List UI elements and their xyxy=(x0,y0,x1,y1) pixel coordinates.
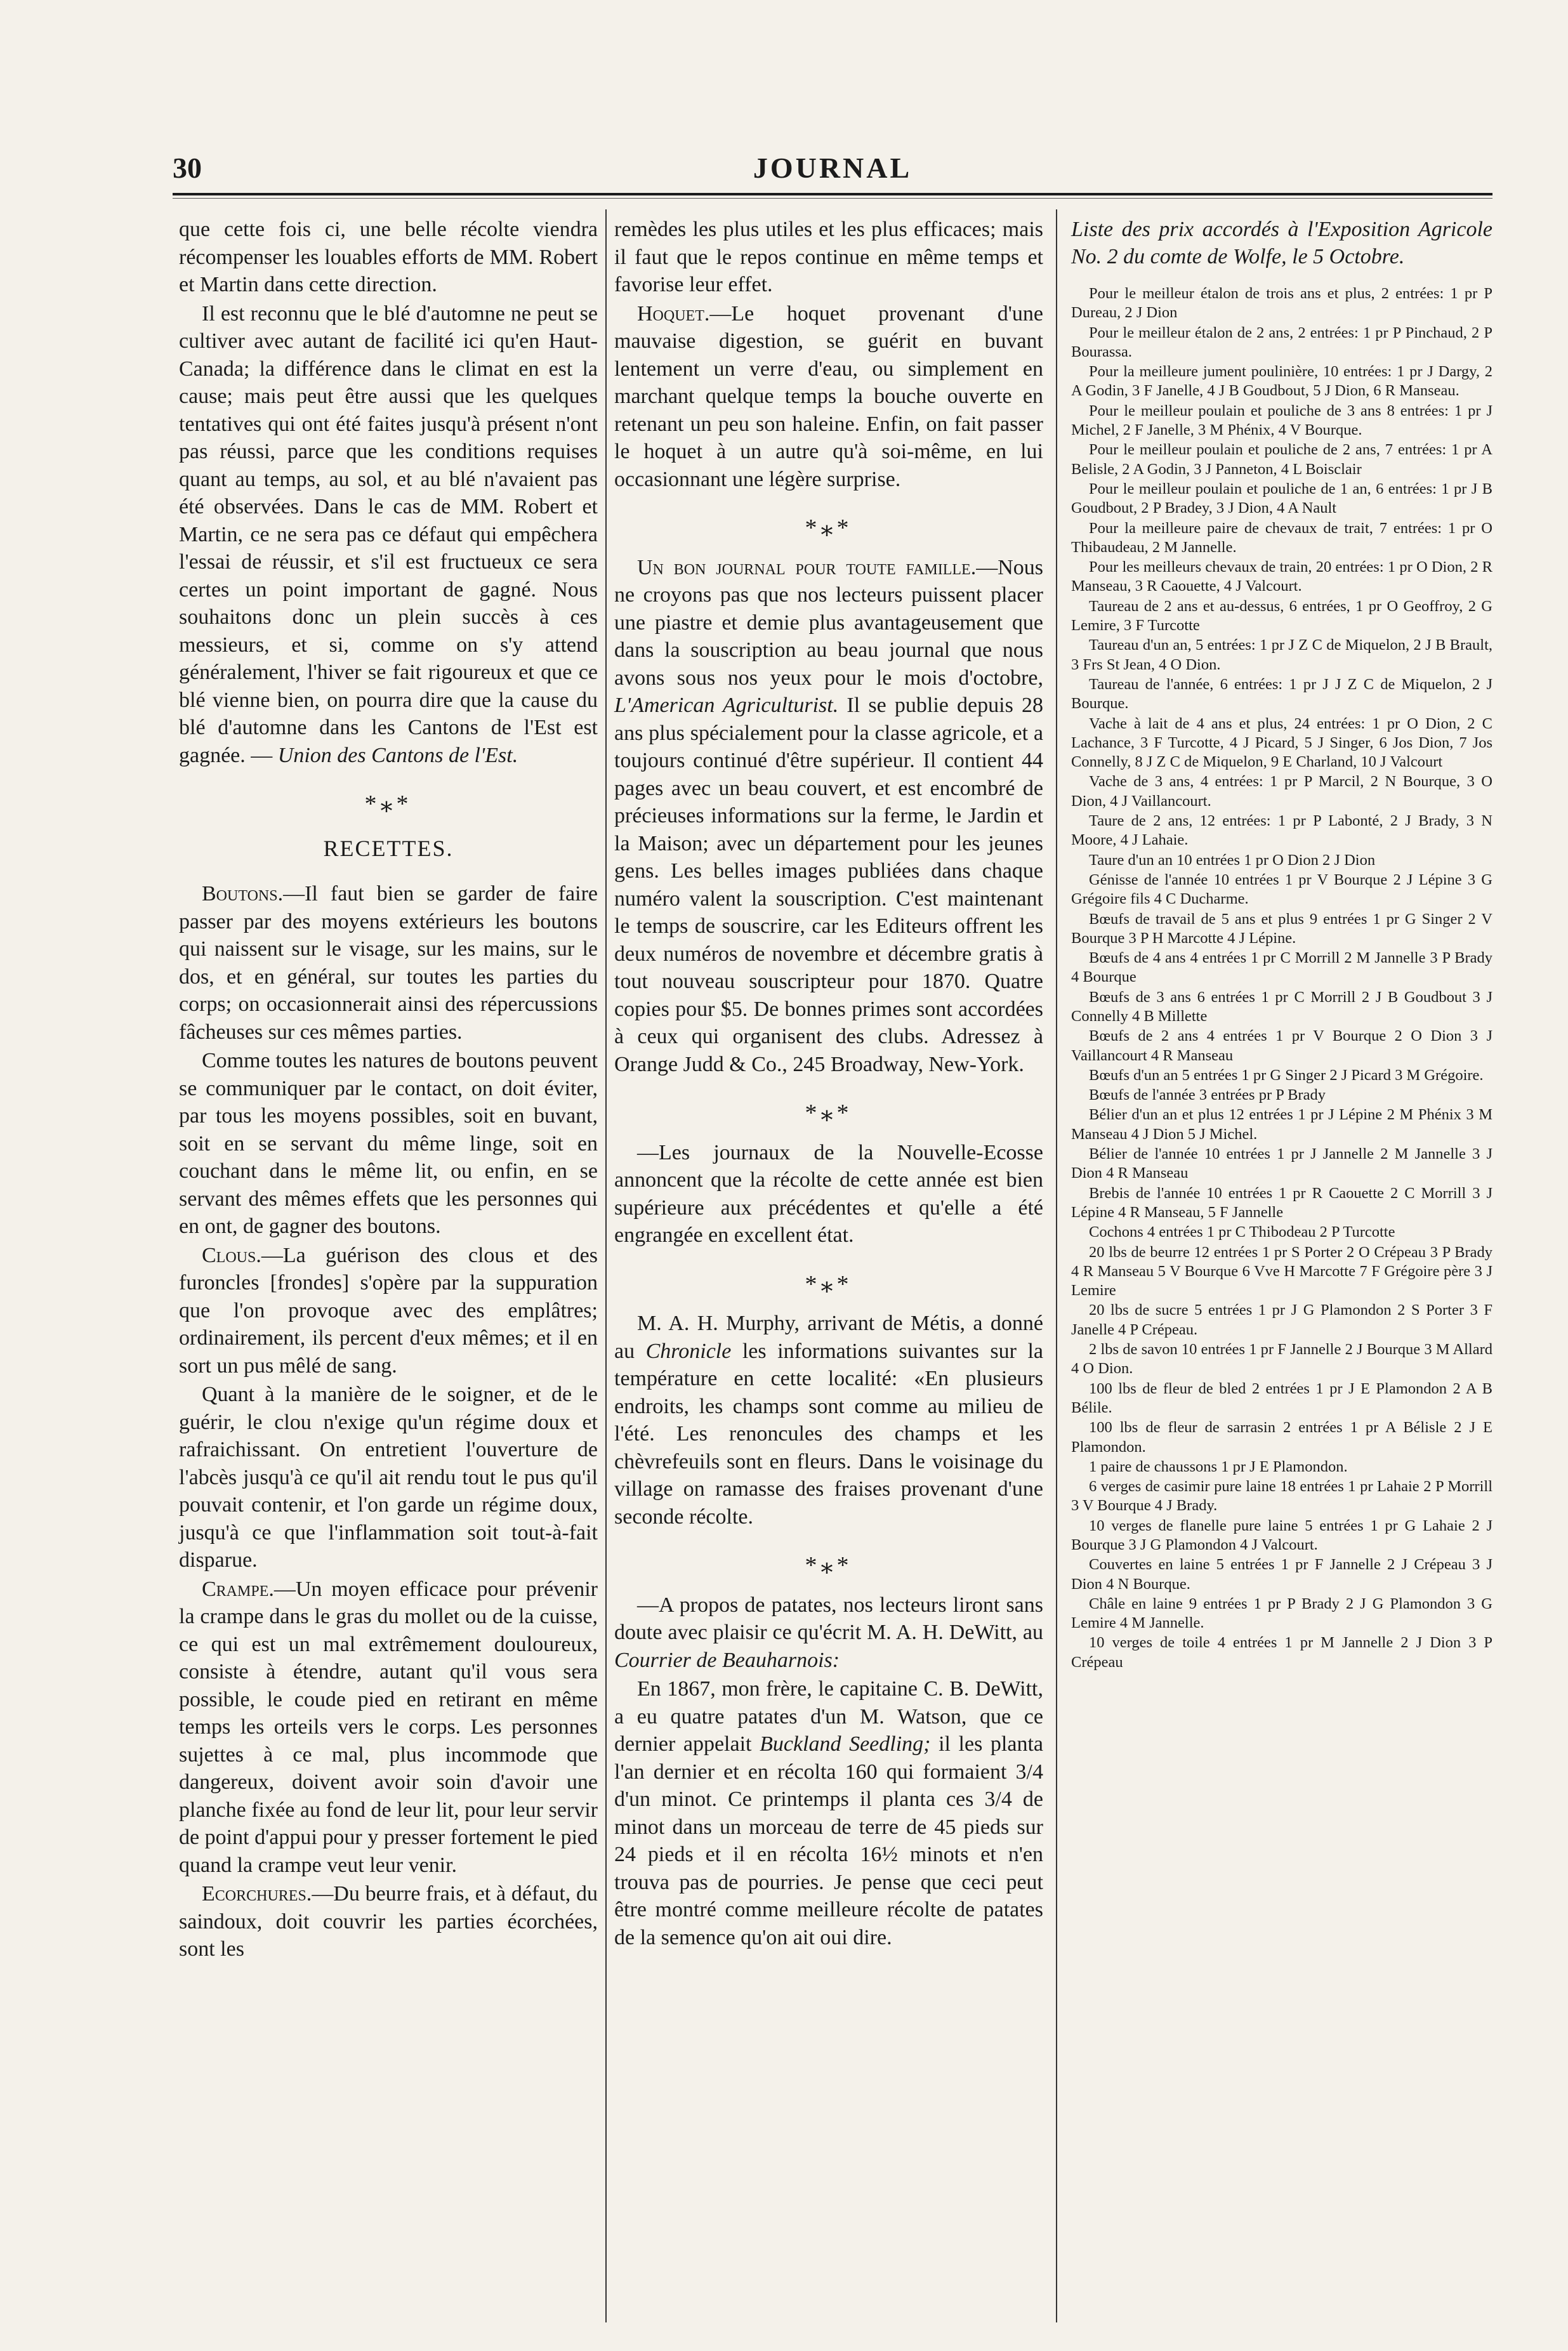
prize-entry: 100 lbs de fleur de sarrasin 2 entrées 1 pr A Bélisle 2 J E Plamondon. xyxy=(1071,1419,1492,1456)
recipe-text: —Le hoquet provenant d'une mauvaise digestion, se guérit en buvant lentement un verre d'eau, ou simplement en marchant quelque temps la bouche ouverte en retenant un peu son haleine. Enfin, on fait passer le hoquet à un autre qu'à soi-même, en lui occasionnant une légère surprise. xyxy=(614,301,1043,491)
paragraph: remèdes les plus utiles et les plus efficaces; mais il faut que le repos continue en même temps et favorise leur effet. xyxy=(614,218,1043,296)
section-title: RECETTES. xyxy=(323,835,454,861)
prize-entry: 100 lbs de fleur de bled 2 entrées 1 pr J E Plamondon 2 A B Bélile. xyxy=(1071,1380,1492,1416)
recipe-text: —Un moyen efficace pour prévenir la crampe dans le gras du mollet ou de la cuisse, ce qui est un mal extrêmement douloureux, consiste à étendre, autant qu'il vous sera possible, le coude pied en retirant en même temps les orteils vers le corps. Les personnes sujettes à ce mal, plus incommode que dangereux, doivent avoir soin d'avoir une planche fixée au fond de leur lit, pour leur servir de point d'appui pour y presser fortement le pied quand la crampe veut leur venir. xyxy=(179,1577,598,1877)
paragraph xyxy=(179,300,598,770)
recipe-heading: Ecorchures. xyxy=(202,1882,312,1906)
prize-entry: 6 verges de casimir pure laine 18 entrées 1 pr Lahaie 2 P Morrill 3 V Bourque 4 J Brady. xyxy=(1071,1478,1492,1515)
page-header xyxy=(173,151,1492,189)
recipe-boutons xyxy=(179,880,598,1046)
separator-stars: *⁎* xyxy=(805,1270,853,1298)
publication-title: Courrier de Beauharnois: xyxy=(614,1648,840,1672)
prize-entry: Bœufs de l'année 3 entrées pr P Brady xyxy=(1089,1086,1326,1104)
recipe-clous xyxy=(179,1242,598,1380)
paragraph: Quant à la manière de le soigner, et de le guérir, le clou n'exige qu'un régime doux et rafraichissant. On entretient l'ouverture de l'abcès jusqu'à ce qu'il ait rendu tout le pus qu'il pouvait contenir, et l'on garde un régime doux, jusqu'à ce que l'inflammation soit tout-à-fait disparue. xyxy=(179,1383,598,1572)
prize-entry: Pour le meilleur étalon de trois ans et plus, 2 entrées: 1 pr P Dureau, 2 J Dion xyxy=(1071,285,1492,322)
prize-entry: Pour le meilleur poulain et pouliche de 3 ans 8 entrées: 1 pr J Michel, 2 F Janelle, 3 M Phénix, 4 V Bourque. xyxy=(1071,402,1492,439)
paragraph: que cette fois ci, une belle récolte viendra récompenser les louables efforts de MM. Robert et Martin dans cette direction. xyxy=(179,218,598,296)
header-rule-thin xyxy=(173,198,1492,199)
separator-stars: *⁎* xyxy=(805,515,853,541)
column-3 xyxy=(1071,216,1492,1673)
running-title: JOURNAL xyxy=(753,152,912,184)
prize-entry: 2 lbs de savon 10 entrées 1 pr F Jannelle 2 J Bourque 3 M Allard 4 O Dion. xyxy=(1071,1341,1492,1378)
prize-entry: Taureau de l'année, 6 entrées: 1 pr J J Z C de Miquelon, 2 J Bourque. xyxy=(1071,675,1492,713)
paragraph: Comme toutes les natures de boutons peuvent se communiquer par le contact, on doit éviter, par tous les moyens possibles, soit en buvant, soit en se servant du même linge, soit en couchant dans le même lit, ou enfin, en se servant des mêmes effets que les personnes qui en ont, de gagner des boutons. xyxy=(179,1049,598,1238)
header-rule xyxy=(173,193,1492,195)
article-patates xyxy=(614,1591,1043,1675)
column-divider-1 xyxy=(605,209,607,2322)
prize-entry: Bœufs de travail de 5 ans et plus 9 entrées 1 pr G Singer 2 V Bourque 3 P H Marcotte 4 J Lépine. xyxy=(1071,910,1492,947)
prize-entry: Bélier d'un an et plus 12 entrées 1 pr J Lépine 2 M Phénix 3 M Manseau 4 J Dion 5 J Michel. xyxy=(1071,1106,1492,1143)
column-2 xyxy=(614,216,1043,1953)
prize-entry: 10 verges de flanelle pure laine 5 entrées 1 pr G Lahaie 2 J Bourque 3 J G Plamondon 4 J Valcourt. xyxy=(1071,1517,1492,1553)
prize-entry: Vache à lait de 4 ans et plus, 24 entrées: 1 pr O Dion, 2 C Lachance, 3 F Turcotte, 4 J Picard, 5 J Singer, 6 Jos Dion, 7 Jos Connelly, 8 J Z C de Miquelon, 9 E Charland, 10 J Valcourt xyxy=(1071,715,1492,771)
prize-entry: 20 lbs de sucre 5 entrées 1 pr J G Plamondon 2 S Porter 3 F Janelle 4 P Crépeau. xyxy=(1071,1301,1492,1338)
prize-entry: Taureau de 2 ans et au-dessus, 6 entrées, 1 pr O Geoffroy, 2 G Lemire, 3 F Turcotte xyxy=(1071,597,1492,635)
publication-title: Chronicle xyxy=(645,1339,732,1363)
recipe-heading: Boutons. xyxy=(202,882,284,905)
recipe-heading: Crampe. xyxy=(202,1577,274,1601)
prize-entry: Taureau d'un an, 5 entrées: 1 pr J Z C de Miquelon, 2 J B Brault, 3 Frs St Jean, 4 O Dion. xyxy=(1071,636,1492,673)
prize-entry: Pour le meilleur poulain et pouliche de 2 ans, 7 entrées: 1 pr A Belisle, 2 A Godin, 3 J Panneton, 4 L Boisclair xyxy=(1071,441,1492,478)
publication-title: L'American Agriculturist. xyxy=(614,694,839,717)
article-text: Il se publie depuis 28 ans plus spécialement pour la classe agricole, et a toujours continué d'être supérieur. Il contient 44 pages avec un beau couvert, et est encombré de précieuses informations sur la ferme, le Jardin et la Maison; avec un département pour les jeunes gens. Les belles images publiées dans chaque numéro valent la souscription. C'est maintenant le temps de souscrire, car les Editeurs offrent les deux numéros de novembre et décembre gratis à tout nouveau souscripteur pour 1870. Quatre copies pour $5. De bonnes primes sont accordées à ceux qui organisent des clubs. Adressez à Orange Judd & Co., 245 Broadway, New-York. xyxy=(614,694,1043,1076)
article-nouvelle-ecosse: —Les journaux de la Nouvelle-Ecosse annoncent que la récolte de cette année est bien supérieure aux précédentes et qu'elle a été engrangée en excellent état. xyxy=(614,1140,1043,1247)
prize-entry: Brebis de l'année 10 entrées 1 pr R Caouette 2 C Morrill 3 J Lépine 4 R Manseau, 5 F Jannelle xyxy=(1071,1184,1492,1221)
prize-entry: Bœufs de 2 ans 4 entrées 1 pr V Bourque 2 O Dion 3 J Vaillancourt 4 R Manseau xyxy=(1071,1027,1492,1064)
prize-entry: Bœufs d'un an 5 entrées 1 pr G Singer 2 J Picard 3 M Grégoire. xyxy=(1089,1066,1484,1084)
prize-list-title: Liste des prix accordés à l'Exposition Agricole No. 2 du comte de Wolfe, le 5 Octobre. xyxy=(1071,218,1492,268)
recipe-crampe xyxy=(179,1576,598,1880)
article-text: M. A. H. Murphy, arrivant de Métis, a donné au xyxy=(614,1312,1043,1363)
paragraph-text: Il est reconnu que le blé d'automne ne peut se cultiver avec autant de facilité ici qu'en Haut-Canada; la différence dans le climat en est la cause; mais peut être aussi que les quelques tentatives qui ont été faites jusqu'à présent n'ont pas réussi, parce que les conditions requises quant au temps, au sol, et au blé n'avaient pas été observées. Dans le cas de MM. Robert et Martin, ce ne sera pas ce défaut qui empêchera l'essai de réussir, et s'il est fructueux ce sera certes un point important de gagné. Nous souhaitons donc un plein succès à ces messieurs, et si, comme on s'y attend généralement, l'hiver se fait rigoureux et que ce blé vienne bien, on pourra dire que la cause du blé d'automne dans les Cantons de l'Est est gagnée. — xyxy=(179,301,598,767)
paragraph xyxy=(614,1675,1043,1951)
recipe-text: —Il faut bien se garder de faire passer par des moyens extérieurs les boutons qui naissent sur le visage, sur les mains, sur le dos, et en général, sur toutes les parties du corps; on occasionnerait ainsi des répercussions fâcheuses sur ces mêmes parties. xyxy=(179,882,598,1044)
column-divider-2 xyxy=(1056,209,1057,2322)
article-text: les informations suivantes sur la température en cette localité: «En plusieurs endroits, les champs sont comme au milieu de l'été. Les renoncules des champs et les chèvrefeuils sont en fleurs. Dans le voisinage du village on ramasse des fraises provenant d'une seconde récolte. xyxy=(614,1339,1044,1529)
article-text: —Nous ne croyons pas que nos lecteurs puissent placer une piastre et demie plus avantageusement que dans la souscription au beau journal que nous avons sous nos yeux pour le mois d'octobre, xyxy=(614,555,1043,690)
prize-entry: Bélier de l'année 10 entrées 1 pr J Jannelle 2 M Jannelle 3 J Dion 4 R Manseau xyxy=(1071,1145,1492,1182)
article-text: En 1867, mon frère, le capitaine C. B. DeWitt, a eu quatre patates d'un M. Watson, que ce dernier appelait xyxy=(614,1677,1043,1756)
recipe-heading: Hoquet. xyxy=(637,301,710,326)
prize-entry: Taure d'un an 10 entrées 1 pr O Dion 2 J Dion xyxy=(1089,851,1376,869)
page-number: 30 xyxy=(173,152,202,184)
recipe-ecorchures xyxy=(179,1880,598,1963)
prize-entry: Châle en laine 9 entrées 1 pr P Brady 2 J G Plamondon 3 G Lemire 4 M Jannelle. xyxy=(1071,1595,1492,1632)
article-heading: Un bon journal pour toute famille. xyxy=(637,555,977,579)
article-text: —A propos de patates, nos lecteurs liront sans doute avec plaisir ce qu'écrit M. A. H. DeWitt, au xyxy=(614,1593,1043,1644)
prize-entry: Bœufs de 3 ans 6 entrées 1 pr C Morrill 2 J B Goudbout 3 J Connelly 4 B Millette xyxy=(1071,988,1492,1025)
recipe-heading: Clous. xyxy=(202,1243,261,1267)
prize-entry: 20 lbs de beurre 12 entrées 1 pr S Porter 2 O Crépeau 3 P Brady 4 R Manseau 5 V Bourque 6 Vve H Marcotte 7 F Grégoire père 3 J Lemire xyxy=(1071,1243,1492,1300)
prize-entry: Vache de 3 ans, 4 entrées: 1 pr P Marcil, 2 N Bourque, 3 O Dion, 4 J Vaillancourt. xyxy=(1071,773,1492,810)
prize-entry: Cochons 4 entrées 1 pr C Thibodeau 2 P Turcotte xyxy=(1089,1223,1395,1241)
prize-entry: 1 paire de chaussons 1 pr J E Plamondon. xyxy=(1089,1458,1348,1475)
prize-list xyxy=(1071,284,1492,1672)
recipe-hoquet xyxy=(614,300,1043,494)
prize-entry: Taure de 2 ans, 12 entrées: 1 pr P Labonté, 2 J Brady, 3 N Moore, 4 J Lahaie. xyxy=(1071,812,1492,849)
recipe-text: —La guérison des clous et des furoncles [frondes] s'opère par la suppuration que l'on provoque avec des emplâtres; ordinairement, ils percent d'eux mêmes; et il en sort un pus mêlé de sang. xyxy=(179,1243,598,1378)
prize-entry: 10 verges de toile 4 entrées 1 pr M Jannelle 2 J Dion 3 P Crépeau xyxy=(1071,1634,1492,1671)
prize-entry: Pour les meilleurs chevaux de train, 20 entrées: 1 pr O Dion, 2 R Manseau, 3 R Caouette, 4 J Valcourt. xyxy=(1071,558,1492,595)
prize-entry: Couvertes en laine 5 entrées 1 pr F Jannelle 2 J Crépeau 3 J Dion 4 N Bourque. xyxy=(1071,1556,1492,1593)
prize-entry: Pour la meilleure paire de chevaux de trait, 7 entrées: 1 pr O Thibaudeau, 2 M Jannelle. xyxy=(1071,519,1492,556)
prize-entry: Pour le meilleur poulain et pouliche de 1 an, 6 entrées: 1 pr J B Goudbout, 2 P Bradey, 3 J Dion, 4 A Nault xyxy=(1071,480,1492,517)
recipe-text: —Du beurre frais, et à défaut, du saindoux, doit couvrir les parties écorchées, sont les xyxy=(179,1882,598,1961)
prize-entry: Pour le meilleur étalon de 2 ans, 2 entrées: 1 pr P Pinchaud, 2 P Bourassa. xyxy=(1071,324,1492,360)
variety-name: Buckland Seedling; xyxy=(760,1732,931,1756)
prize-entry: Pour la meilleure jument poulinière, 10 entrées: 1 pr J Dargy, 2 A Godin, 3 F Janelle, 4 J B Goudbout, 5 J Dion, 6 R Manseau. xyxy=(1071,363,1492,400)
separator-stars: *⁎* xyxy=(805,1100,853,1126)
separator-stars: *⁎* xyxy=(364,791,412,817)
source-credit: Union des Cantons de l'Est. xyxy=(277,743,518,767)
prize-entry: Génisse de l'année 10 entrées 1 pr V Bourque 2 J Lépine 3 G Grégoire fils 4 C Ducharme. xyxy=(1071,871,1492,908)
article-text: il les planta l'an dernier et en récolta 160 qui formaient 3/4 d'un minot. Ce printemps il planta ces 3/4 de minot dans un morceau de terre de 45 pieds sur 24 pieds et il en récolta 16½ minots et n'en trouva pas de pourries. Je pense que ceci peut être montré comme meilleure récolte de patates de la semence qu'on ait oui dire. xyxy=(614,1732,1043,1949)
article-journal xyxy=(614,554,1043,1079)
article-murphy xyxy=(614,1310,1043,1531)
separator-stars: *⁎* xyxy=(805,1552,853,1579)
column-1 xyxy=(179,216,598,1965)
prize-entry: Bœufs de 4 ans 4 entrées 1 pr C Morrill 2 M Jannelle 3 P Brady 4 Bourque xyxy=(1071,949,1492,986)
